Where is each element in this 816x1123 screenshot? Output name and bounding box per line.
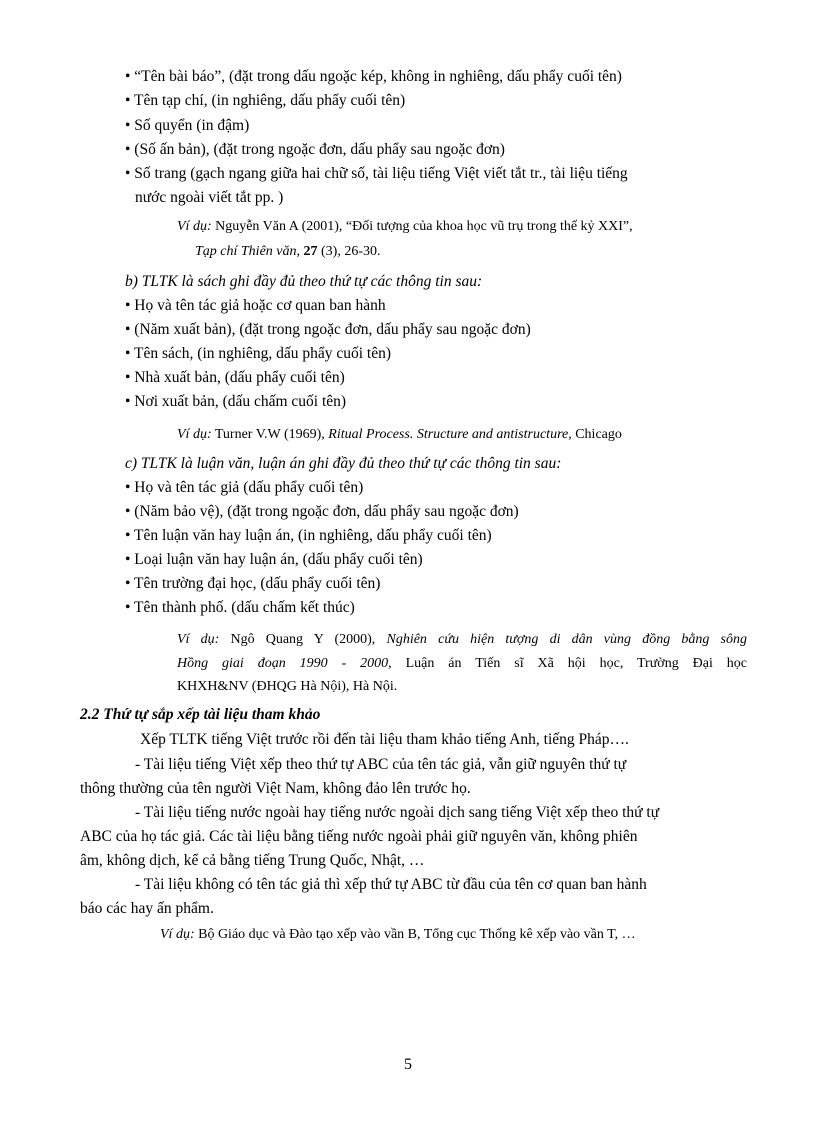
paragraph: - Tài liệu tiếng nước ngoài hay tiếng nước ngoài dịch sang tiếng Việt xếp theo thứ tự (135, 804, 660, 821)
paragraph: ABC của họ tác giả. Các tài liệu bằng tiếng nước ngoài phải giữ nguyên văn, không phiên (80, 828, 638, 845)
list-item: • Nhà xuất bản, (dấu phẩy cuối tên) (125, 369, 345, 386)
page-number: 5 (404, 1056, 412, 1073)
section-heading: 2.2 Thứ tự sắp xếp tài liệu tham khảo (80, 706, 321, 723)
list-item: • Nơi xuất bản, (dấu chấm cuối tên) (125, 393, 347, 410)
paragraph: - Tài liệu tiếng Việt xếp theo thứ tự ABC của tên tác giả, vẫn giữ nguyên thứ tự (135, 756, 627, 773)
example-book: Ví dụ: Turner V.W (1969), Ritual Process. Structure and antistructure, Chicago (177, 427, 622, 442)
list-item: • “Tên bài báo”, (đặt trong dấu ngoặc kép, không in nghiêng, dấu phẩy cuối tên) (125, 68, 622, 85)
example-order: Ví dụ: Bộ Giáo dục và Đào tạo xếp vào vần B, Tổng cục Thống kê xếp vào vần T, … (160, 927, 636, 942)
list-item: • Tên thành phố. (dấu chấm kết thúc) (125, 599, 355, 616)
example-journal-line2: Tạp chí Thiên văn, 27 (3), 26-30. (195, 244, 381, 259)
list-item: • Tên tạp chí, (in nghiêng, dấu phẩy cuối tên) (125, 92, 406, 109)
paragraph: Xếp TLTK tiếng Việt trước rồi đến tài liệu tham khảo tiếng Anh, tiếng Pháp…. (140, 731, 629, 748)
paragraph: âm, không dịch, kể cả bằng tiếng Trung Quốc, Nhật, … (80, 852, 425, 869)
example-label: Ví dụ: (177, 632, 220, 647)
example-thesis-line1: Ví dụ: Ngô Quang Y (2000), Nghiên cứu hiện tượng di dân vùng đồng bằng sông (177, 632, 747, 647)
list-item: • Loại luận văn hay luận án, (dấu phẩy cuối tên) (125, 551, 423, 568)
example-thesis-line3: KHXH&NV (ĐHQG Hà Nội), Hà Nội. (177, 679, 398, 694)
list-item-continuation: nước ngoài viết tắt pp. ) (135, 189, 284, 206)
list-item: • Họ và tên tác giả (dấu phẩy cuối tên) (125, 479, 364, 496)
list-item: • Tên luận văn hay luận án, (in nghiêng, dấu phẩy cuối tên) (125, 527, 492, 544)
list-item: • Số quyển (in đậm) (125, 117, 250, 134)
example-label: Ví dụ: (160, 927, 195, 942)
example-label: Ví dụ: (177, 219, 212, 234)
section-c-heading: c) TLTK là luận văn, luận án ghi đầy đủ theo thứ tự các thông tin sau: (125, 455, 562, 472)
paragraph: thông thường của tên người Việt Nam, không đảo lên trước họ. (80, 780, 471, 797)
list-item: • (Số ấn bản), (đặt trong ngoặc đơn, dấu phẩy sau ngoặc đơn) (125, 141, 505, 158)
list-item: • Họ và tên tác giả hoặc cơ quan ban hành (125, 297, 386, 314)
paragraph: - Tài liệu không có tên tác giả thì xếp thứ tự ABC từ đầu của tên cơ quan ban hành (135, 876, 647, 893)
list-item: • Tên sách, (in nghiêng, dấu phẩy cuối tên) (125, 345, 391, 362)
list-item: • (Năm bảo vệ), (đặt trong ngoặc đơn, dấu phẩy sau ngoặc đơn) (125, 503, 519, 520)
section-b-heading: b) TLTK là sách ghi đầy đủ theo thứ tự các thông tin sau: (125, 273, 483, 290)
example-thesis-line2: Hồng giai đoạn 1990 - 2000, Luận án Tiến sĩ Xã hội học, Trường Đại học (177, 656, 747, 671)
example-journal-line1: Ví dụ: Nguyễn Văn A (2001), “Đối tượng của khoa học vũ trụ trong thế kỷ XXI”, (177, 219, 633, 234)
list-item: • Tên trường đại học, (dấu phẩy cuối tên) (125, 575, 381, 592)
list-item: • Số trang (gạch ngang giữa hai chữ số, tài liệu tiếng Việt viết tắt tr., tài liệu tiếng (125, 165, 628, 182)
list-item: • (Năm xuất bản), (đặt trong ngoặc đơn, dấu phẩy sau ngoặc đơn) (125, 321, 531, 338)
example-label: Ví dụ: (177, 427, 212, 442)
paragraph: báo các hay ấn phẩm. (80, 900, 214, 917)
